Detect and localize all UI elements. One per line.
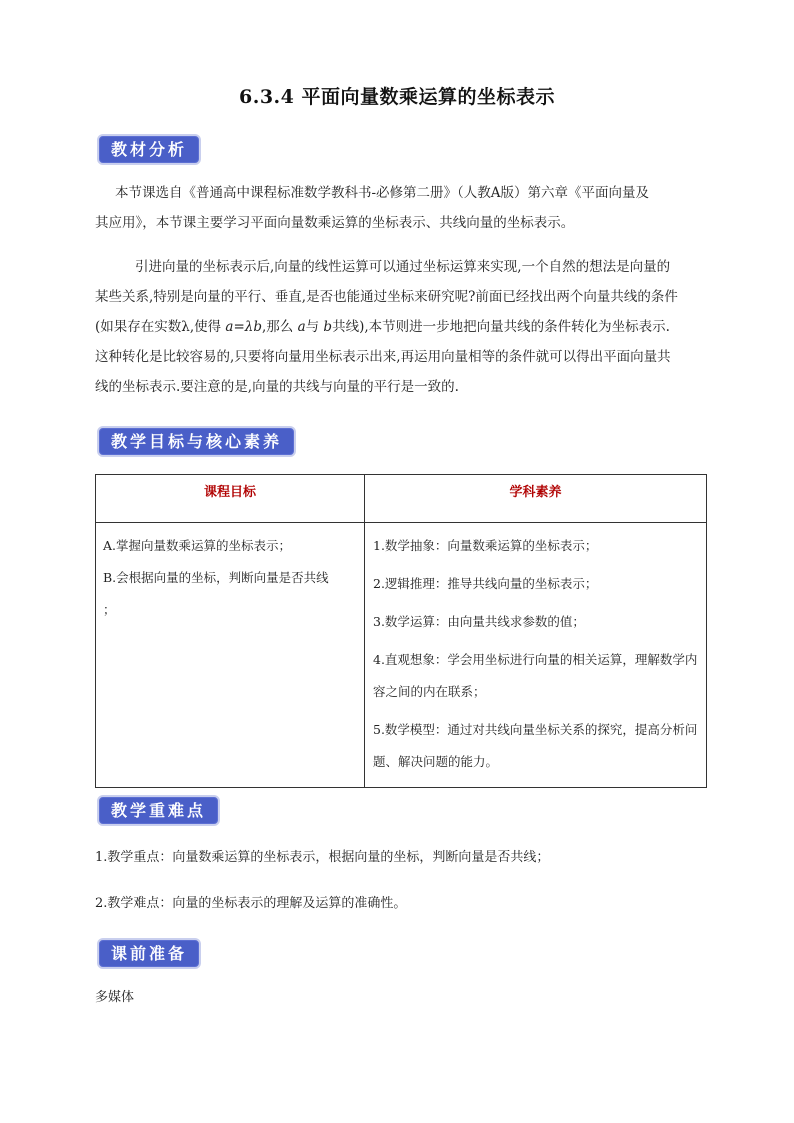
analysis-p2-line5: 线的坐标表示.要注意的是,向量的共线与向量的平行是一致的. (95, 379, 459, 395)
section-label-prep: 课前准备 (97, 938, 201, 969)
course-goal-b: B.会根据向量的坐标，判断向量是否共线 (103, 570, 329, 585)
literacy-cell (365, 523, 707, 788)
page-title: 6.3.4 平面向量数乘运算的坐标表示 (238, 86, 555, 108)
literacy-item-3: 3.数学运算：由向量共线求参数的值； (373, 614, 585, 629)
analysis-p2-line1: 引进向量的坐标表示后,向量的线性运算可以通过坐标运算来实现,一个自然的想法是向量的 (135, 259, 671, 275)
analysis-p2-line2: 某些关系,特别是向量的平行、垂直,是否也能通过坐标来研究呢?前面已经找出两个向量共线的条件 (95, 289, 678, 305)
section-label-goals: 教学目标与核心素养 (97, 426, 296, 457)
literacy-item-1: 1.数学抽象：向量数乘运算的坐标表示； (373, 538, 598, 553)
literacy-item-2: 2.逻辑推理：推导共线向量的坐标表示； (373, 576, 598, 591)
analysis-p1-line1: 本节课选自《普通高中课程标准数学教科书-必修第二册》（人教A版）第六章《平面向量及 (115, 185, 650, 201)
analysis-paragraph-2 (95, 252, 705, 402)
section-label-key-points: 教学重难点 (97, 795, 220, 826)
literacy-item-4: 4.直观想象：学会用坐标进行向量的相关运算，理解数学内容之间的内在联系； (373, 652, 698, 699)
course-goals-cell (96, 523, 365, 788)
section-label-analysis: 教材分析 (97, 134, 201, 165)
analysis-p2-line3: (如果存在实数λ,使得 a=λb,那么 a与 b共线),本节则进一步地把向量共线的条件转化为坐标表示. (95, 319, 670, 335)
key-point-1: 1.教学重点：向量数乘运算的坐标表示，根据向量的坐标，判断向量是否共线； (95, 850, 550, 865)
prep-text: 多媒体 (95, 990, 135, 1005)
header-course-goals: 课程目标 (96, 475, 365, 523)
key-point-2: 2.教学难点：向量的坐标表示的理解及运算的准确性。 (95, 896, 407, 911)
header-literacy: 学科素养 (365, 475, 707, 523)
collinear-formula: a=λb (225, 319, 262, 335)
course-goal-a: A.掌握向量数乘运算的坐标表示； (103, 538, 292, 553)
analysis-paragraph-1 (95, 178, 705, 238)
analysis-p2-line4: 这种转化是比较容易的,只要将向量用坐标表示出来,再运用向量相等的条件就可以得出平面向量共 (95, 349, 671, 365)
analysis-p1-line2: 其应用》，本节课主要学习平面向量数乘运算的坐标表示、共线向量的坐标表示。 (95, 215, 575, 231)
course-goal-b-cont: ； (103, 602, 116, 617)
goals-table (95, 474, 707, 788)
literacy-item-5: 5.数学模型：通过对共线向量坐标关系的探究，提高分析问题、解决问题的能力。 (373, 722, 698, 769)
